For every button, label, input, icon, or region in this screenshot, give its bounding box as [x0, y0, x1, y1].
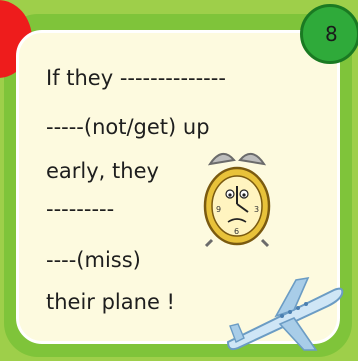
sentence-line-5: ----(miss) [46, 248, 141, 272]
sentence-line-3: early, they [46, 159, 159, 183]
question-number: 8 [325, 22, 338, 46]
sentence-line-1: If they -------------- [46, 66, 226, 90]
alarm-clock-icon [196, 142, 278, 248]
svg-text:9: 9 [216, 205, 222, 214]
airplane-icon [222, 272, 348, 354]
svg-text:6: 6 [234, 227, 240, 236]
svg-text:3: 3 [254, 205, 260, 214]
sentence-line-2: -----(not/get) up [46, 115, 210, 139]
sentence-line-6: their plane ! [46, 290, 175, 314]
sentence-line-4: --------- [46, 197, 115, 221]
